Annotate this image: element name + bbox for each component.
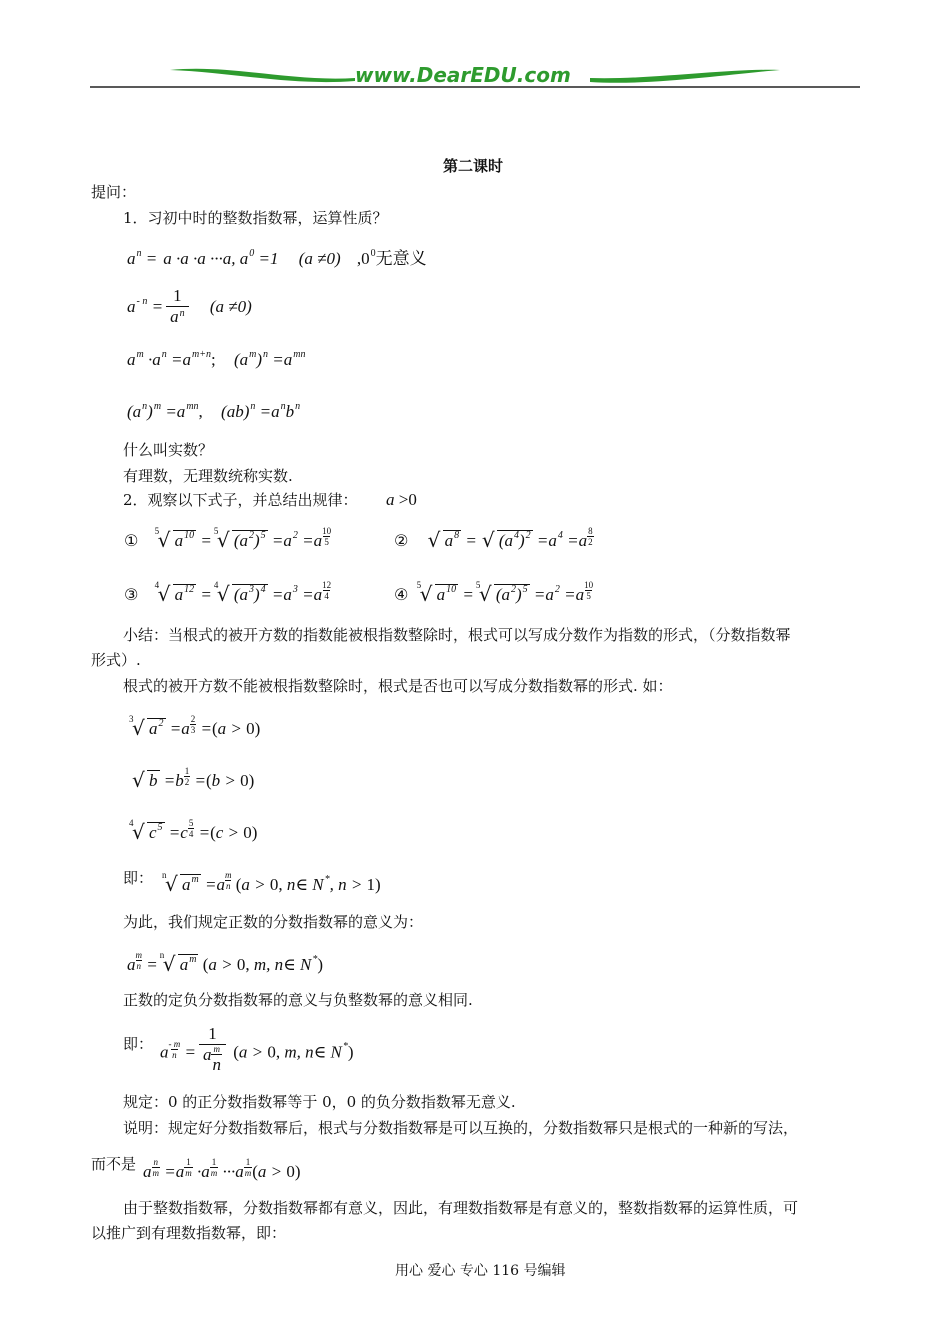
condition-a-positive: a >0 bbox=[386, 490, 417, 509]
formula-negative-power: $a^{- n}$ = $\frac{1}{a^n}$ (a ≠0) bbox=[127, 286, 252, 330]
example-2: ② √ $a^8$ = √ $(a^4)^2 =a^4 =a$ $\frac{8}{2}$ bbox=[394, 526, 593, 552]
example-3: ③ 4 √ $a^{12}$ = 4 √ $(a^3)^4 =a^3 =a$ $\frac{12}{4}$ bbox=[124, 580, 332, 606]
formula-cube-root-a2: 3 √ $a^2 =a$ $\frac{2}{3}$ =(a > 0) bbox=[129, 714, 261, 740]
real-answer: 有理数，无理数统称实数. bbox=[123, 467, 293, 485]
header-logo-text: www.DearEDU.com bbox=[355, 63, 571, 87]
undefined-label: 无意义 bbox=[375, 249, 427, 269]
formula-fraction-power-def: a $\frac{m}{n}$ = n √ $a^m$ (a > 0, m, n∈ N*) bbox=[127, 950, 323, 976]
example-4: ④ 5 √ $a^{10}$ = 5 √ $(a^2)^5 =a^2 =a$ $\frac{10}{5}$ bbox=[394, 580, 594, 606]
question-non-divisible: 根式的被开方数不能被根指数整除时，根式是否也可以写成分数指数幂的形式. 如： bbox=[123, 677, 673, 695]
question-1: 1．习初中时的整数指数幂，运算性质？ bbox=[123, 209, 388, 227]
formula-general-root: n √ $a^m =a$ $\frac{m}{n}$ (a > 0, n∈ N*, n > 1) bbox=[162, 870, 381, 896]
negative-power-note: 正数的定负分数指数幂的意义与负整数幂的意义相同. bbox=[123, 991, 473, 1009]
question-intro: 提问： bbox=[91, 183, 137, 201]
formula-power-rule: $(a^n)^m =a^{mn}$, $(ab)^n =a^nb^n$ bbox=[127, 401, 301, 421]
example-1: ① 5 √ $a^{10}$ = 5 √ $(a^2)^5 =a^2 =a$ $\frac{10}{5}$ bbox=[124, 526, 332, 552]
what-is-real: 什么叫实数？ bbox=[123, 441, 214, 459]
formula-not-product: a $\frac{n}{m}$ =a $\frac{1}{m}$ ·a $\frac{1}{m}$ ···a $\frac{1}{m}$ (a > 0) bbox=[143, 1157, 301, 1181]
formula-sqrt-b: √ b =b $\frac{1}{2}$ =(b > 0) bbox=[132, 766, 255, 792]
explanation-line-1: 说明：规定好分数指数幂后，根式与分数指数幂是可以互换的，分数指数幂只是根式的一种新的写法， bbox=[123, 1119, 799, 1137]
formula-power-def: $a^n = a \cdot a \cdot a \cdot\cdot\cdot a$, $a^0 =1$ (a ≠0) $,0^0$无意义 bbox=[127, 248, 427, 269]
question-2: 2．观察以下式子，并总结出规律： bbox=[123, 491, 358, 509]
rule-zero: 规定：0 的正分数指数幂等于 0，0 的负分数指数幂无意义. bbox=[123, 1093, 516, 1111]
ji-label-2: 即： bbox=[123, 1035, 154, 1053]
conclusion-line-1: 由于整数指数幂，分数指数幂都有意义，因此，有理数指数幂是有意义的，整数指数幂的运算性质，可 bbox=[123, 1199, 799, 1217]
formula-fourth-root-c5: 4 √ $c^5 =c$ $\frac{5}{4}$ =(c > 0) bbox=[129, 818, 258, 844]
formula-product-rule: $a^m \cdot a^n =a^{m+n}$; $(a^m)^n =a^{mn}$ bbox=[127, 349, 306, 369]
conclusion-line-2: 以推广到有理数指数幂，即： bbox=[91, 1224, 287, 1242]
explanation-line-2: 而不是 bbox=[91, 1155, 137, 1173]
ji-label-1: 即： bbox=[123, 869, 154, 887]
definition-intro: 为此，我们规定正数的分数指数幂的意义为： bbox=[123, 913, 424, 931]
summary-line-2: 形式）. bbox=[91, 651, 141, 669]
formula-negative-fraction-power: a $\frac{- m}{n}$ = 1 a m n (a > 0, m, n∈ N*) bbox=[160, 1024, 354, 1083]
footer-text: 用心 爱心 专心 116 号编辑 bbox=[395, 1263, 566, 1279]
page-title: 第二课时 bbox=[443, 157, 504, 175]
summary-line-1: 小结：当根式的被开方数的指数能被根指数整除时，根式可以写成分数作为指数的形式，（分数指数幂 bbox=[123, 626, 791, 644]
